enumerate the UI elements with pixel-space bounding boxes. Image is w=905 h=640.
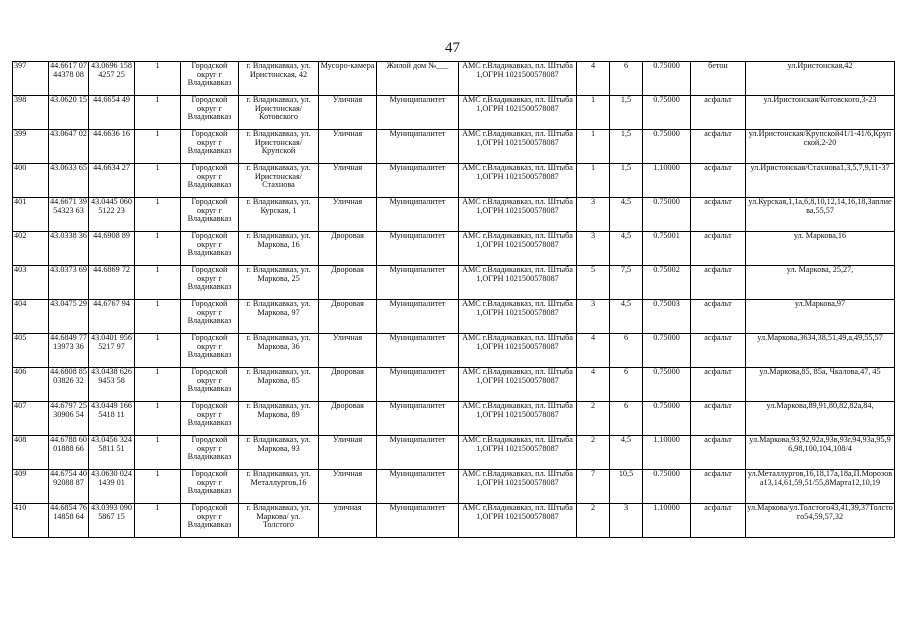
cell-containers: 1 <box>135 470 181 504</box>
cell-site-type: уличная <box>319 504 377 538</box>
cell-longitude: 44.6654 49 <box>89 96 135 130</box>
cell-longitude: 43.0630 0241439 01 <box>89 470 135 504</box>
cell-site-type: Дворовая <box>319 402 377 436</box>
cell-owner: Муниципалитет <box>377 130 459 164</box>
cell-longitude: 43.0449 1665418 11 <box>89 402 135 436</box>
cell-owner: Муниципалитет <box>377 470 459 504</box>
cell-containers: 1 <box>135 436 181 470</box>
cell-longitude: 43.0393 0905867 15 <box>89 504 135 538</box>
cell-address: г. Владикавказ, ул. Маркова/ ул. Толстого <box>239 504 319 538</box>
cell-district: Городской округ г Владикавказ <box>181 164 239 198</box>
register-table <box>12 61 895 538</box>
cell-container-count: 4 <box>577 334 610 368</box>
cell-row-number: 399 <box>13 130 49 164</box>
cell-served-objects: ул.Металлургов,16,18,17а,18а,П.Морозова13,14,61,59,51/55,8Марта12,10,19 <box>746 470 895 504</box>
cell-address: г. Владикавказ, ул. Иристонская/Котовского <box>239 96 319 130</box>
cell-area: 0.75000 <box>643 334 691 368</box>
cell-volume: 4,5 <box>610 232 643 266</box>
cell-served-objects: ул.Курская,1,1а,6,8,10,12,14,16,18,Заплиева,55,57 <box>746 198 895 232</box>
table-body <box>13 62 895 538</box>
cell-address: г. Владикавказ, ул. Курская, 1 <box>239 198 319 232</box>
cell-longitude: 43.0445 0605122 23 <box>89 198 135 232</box>
cell-operator: АМС г.Владикавказ, пл. Штыба 1,ОГРН 1021500578087 <box>459 96 577 130</box>
cell-volume: 1,5 <box>610 164 643 198</box>
cell-surface: асфальт <box>691 334 746 368</box>
cell-surface: асфальт <box>691 470 746 504</box>
cell-address: г. Владикавказ, ул. Маркова, 89 <box>239 402 319 436</box>
cell-latitude: 44.6754 4092088 87 <box>49 470 89 504</box>
cell-area: 0.75002 <box>643 266 691 300</box>
cell-container-count: 1 <box>577 164 610 198</box>
cell-area: 0.75000 <box>643 96 691 130</box>
cell-operator: АМС г.Владикавказ, пл. Штыба 1,ОГРН 1021500578087 <box>459 232 577 266</box>
cell-volume: 3 <box>610 504 643 538</box>
cell-owner: Муниципалитет <box>377 96 459 130</box>
cell-longitude: 44.6636 16 <box>89 130 135 164</box>
cell-site-type: Дворовая <box>319 232 377 266</box>
cell-owner: Муниципалитет <box>377 164 459 198</box>
cell-surface: асфальт <box>691 198 746 232</box>
table-row <box>13 436 895 470</box>
cell-containers: 1 <box>135 96 181 130</box>
cell-container-count: 3 <box>577 300 610 334</box>
cell-latitude: 43.0620 15 <box>49 96 89 130</box>
cell-district: Городской округ г Владикавказ <box>181 96 239 130</box>
cell-address: г. Владикавказ, ул. Металлургов,16 <box>239 470 319 504</box>
cell-latitude: 44.6671 3954323 63 <box>49 198 89 232</box>
cell-site-type: Дворовая <box>319 368 377 402</box>
cell-served-objects: ул.Маркова/ул.Толстого43,41,39,37Толстого54,59,57,32 <box>746 504 895 538</box>
table-row <box>13 232 895 266</box>
cell-container-count: 3 <box>577 198 610 232</box>
cell-owner: Муниципалитет <box>377 334 459 368</box>
cell-row-number: 408 <box>13 436 49 470</box>
cell-volume: 1,5 <box>610 96 643 130</box>
cell-volume: 4,5 <box>610 300 643 334</box>
cell-surface: бетон <box>691 62 746 96</box>
cell-containers: 1 <box>135 232 181 266</box>
cell-address: г. Владикавказ, ул. Маркова, 36 <box>239 334 319 368</box>
cell-district: Городской округ г Владикавказ <box>181 436 239 470</box>
cell-site-type: Уличная <box>319 334 377 368</box>
cell-operator: АМС г.Владикавказ, пл. Штыба 1,ОГРН 1021500578087 <box>459 436 577 470</box>
cell-site-type: Мусоро-камера <box>319 62 377 96</box>
table-row <box>13 266 895 300</box>
cell-district: Городской округ г Владикавказ <box>181 402 239 436</box>
cell-area: 0.75000 <box>643 402 691 436</box>
cell-volume: 6 <box>610 334 643 368</box>
cell-surface: асфальт <box>691 402 746 436</box>
cell-container-count: 4 <box>577 62 610 96</box>
cell-operator: АМС г.Владикавказ, пл. Штыба 1,ОГРН 1021500578087 <box>459 368 577 402</box>
cell-latitude: 44.6788 6001888 66 <box>49 436 89 470</box>
cell-latitude: 44.6617 0744378 08 <box>49 62 89 96</box>
cell-row-number: 398 <box>13 96 49 130</box>
cell-container-count: 4 <box>577 368 610 402</box>
cell-district: Городской округ г Владикавказ <box>181 504 239 538</box>
cell-served-objects: ул.Маркова,3634,38,51,49,а,49,55,57 <box>746 334 895 368</box>
cell-containers: 1 <box>135 334 181 368</box>
cell-volume: 6 <box>610 62 643 96</box>
cell-operator: АМС г.Владикавказ, пл. Штыба 1,ОГРН 1021500578087 <box>459 130 577 164</box>
cell-served-objects: ул.Маркова,93,92,92а,93в,93г,94,93а,95,96,98,100,104,108/4 <box>746 436 895 470</box>
cell-volume: 6 <box>610 368 643 402</box>
cell-row-number: 404 <box>13 300 49 334</box>
cell-owner: Муниципалитет <box>377 266 459 300</box>
cell-surface: асфальт <box>691 96 746 130</box>
cell-row-number: 401 <box>13 198 49 232</box>
cell-latitude: 43.0373 69 <box>49 266 89 300</box>
cell-served-objects: ул. Маркова,16 <box>746 232 895 266</box>
cell-site-type: Дворовая <box>319 266 377 300</box>
cell-area: 0.75003 <box>643 300 691 334</box>
cell-district: Городской округ г Владикавказ <box>181 198 239 232</box>
cell-latitude: 44.6849 7713973 36 <box>49 334 89 368</box>
cell-area: 1.10000 <box>643 504 691 538</box>
cell-longitude: 44.6869 72 <box>89 266 135 300</box>
cell-operator: АМС г.Владикавказ, пл. Штыба 1,ОГРН 1021500578087 <box>459 300 577 334</box>
cell-containers: 1 <box>135 130 181 164</box>
cell-served-objects: ул.Иристонская/Крупской41/1-41/6,Крупской,2-20 <box>746 130 895 164</box>
cell-surface: асфальт <box>691 504 746 538</box>
cell-served-objects: ул.Маркова,97 <box>746 300 895 334</box>
cell-site-type: Уличная <box>319 164 377 198</box>
page-number: 47 <box>445 40 460 56</box>
cell-address: г. Владикавказ, ул. Иристонская/Стахнова <box>239 164 319 198</box>
cell-volume: 7,5 <box>610 266 643 300</box>
cell-district: Городской округ г Владикавказ <box>181 130 239 164</box>
table-row <box>13 198 895 232</box>
cell-row-number: 400 <box>13 164 49 198</box>
table-row <box>13 62 895 96</box>
cell-surface: асфальт <box>691 266 746 300</box>
cell-district: Городской округ г Владикавказ <box>181 62 239 96</box>
cell-surface: асфальт <box>691 436 746 470</box>
cell-operator: АМС г.Владикавказ, пл. Штыба 1,ОГРН 1021500578087 <box>459 198 577 232</box>
cell-volume: 4,5 <box>610 198 643 232</box>
cell-longitude: 43.0401 9565217 97 <box>89 334 135 368</box>
cell-site-type: Уличная <box>319 96 377 130</box>
cell-surface: асфальт <box>691 232 746 266</box>
cell-area: 0.75000 <box>643 368 691 402</box>
table-row <box>13 504 895 538</box>
cell-operator: АМС г.Владикавказ, пл. Штыба 1,ОГРН 1021500578087 <box>459 402 577 436</box>
cell-operator: АМС г.Владикавказ, пл. Штыба 1,ОГРН 1021500578087 <box>459 266 577 300</box>
cell-container-count: 2 <box>577 504 610 538</box>
cell-longitude: 44.6767 94 <box>89 300 135 334</box>
cell-site-type: Уличная <box>319 198 377 232</box>
cell-area: 1.10000 <box>643 164 691 198</box>
cell-latitude: 44.6797 2530906 54 <box>49 402 89 436</box>
cell-row-number: 410 <box>13 504 49 538</box>
cell-district: Городской округ г Владикавказ <box>181 470 239 504</box>
cell-volume: 10,5 <box>610 470 643 504</box>
cell-owner: Муниципалитет <box>377 402 459 436</box>
table-row <box>13 96 895 130</box>
table-row <box>13 300 895 334</box>
cell-address: г. Владикавказ, ул. Иристонская/Крупской <box>239 130 319 164</box>
cell-operator: АМС г.Владикавказ, пл. Штыба 1,ОГРН 1021500578087 <box>459 504 577 538</box>
cell-row-number: 403 <box>13 266 49 300</box>
cell-owner: Муниципалитет <box>377 504 459 538</box>
cell-latitude: 44.6854 7614858 64 <box>49 504 89 538</box>
cell-row-number: 407 <box>13 402 49 436</box>
cell-longitude: 44.6634 27 <box>89 164 135 198</box>
cell-volume: 4,5 <box>610 436 643 470</box>
table-row <box>13 164 895 198</box>
cell-container-count: 5 <box>577 266 610 300</box>
cell-operator: АМС г.Владикавказ, пл. Штыба 1,ОГРН 1021500578087 <box>459 62 577 96</box>
cell-owner: Муниципалитет <box>377 198 459 232</box>
cell-address: г. Владикавказ, ул. Маркова, 85 <box>239 368 319 402</box>
cell-surface: асфальт <box>691 164 746 198</box>
cell-served-objects: ул.Иристонская/Стахнова1,3,5,7,9,11-37 <box>746 164 895 198</box>
cell-surface: асфальт <box>691 300 746 334</box>
cell-site-type: Уличная <box>319 436 377 470</box>
cell-served-objects: ул.Маркова,89,91,80,82,82а,84, <box>746 402 895 436</box>
cell-containers: 1 <box>135 300 181 334</box>
cell-district: Городской округ г Владикавказ <box>181 334 239 368</box>
cell-containers: 1 <box>135 266 181 300</box>
table-row <box>13 402 895 436</box>
cell-container-count: 2 <box>577 436 610 470</box>
cell-longitude: 43.0438 6269453 58 <box>89 368 135 402</box>
cell-site-type: Дворовая <box>319 300 377 334</box>
cell-container-count: 3 <box>577 232 610 266</box>
cell-site-type: Уличная <box>319 470 377 504</box>
cell-row-number: 402 <box>13 232 49 266</box>
cell-area: 0.75000 <box>643 470 691 504</box>
cell-row-number: 405 <box>13 334 49 368</box>
cell-owner: Муниципалитет <box>377 368 459 402</box>
cell-containers: 1 <box>135 368 181 402</box>
cell-site-type: Уличная <box>319 130 377 164</box>
table-row <box>13 368 895 402</box>
cell-containers: 1 <box>135 164 181 198</box>
cell-volume: 1,5 <box>610 130 643 164</box>
table-row <box>13 470 895 504</box>
cell-address: г. Владикавказ, ул. Маркова, 16 <box>239 232 319 266</box>
cell-area: 1.10000 <box>643 436 691 470</box>
cell-row-number: 409 <box>13 470 49 504</box>
cell-latitude: 43.0647 02 <box>49 130 89 164</box>
cell-district: Городской округ г Владикавказ <box>181 232 239 266</box>
cell-latitude: 44.6808 8503826 32 <box>49 368 89 402</box>
cell-containers: 1 <box>135 198 181 232</box>
cell-containers: 1 <box>135 62 181 96</box>
cell-volume: 6 <box>610 402 643 436</box>
cell-served-objects: ул.Иристонская/Котовского,3-23 <box>746 96 895 130</box>
cell-district: Городской округ г Владикавказ <box>181 368 239 402</box>
cell-surface: асфальт <box>691 368 746 402</box>
cell-operator: АМС г.Владикавказ, пл. Штыба 1,ОГРН 1021500578087 <box>459 334 577 368</box>
cell-longitude: 43.0456 3245811 51 <box>89 436 135 470</box>
cell-served-objects: ул. Маркова, 25,27, <box>746 266 895 300</box>
cell-served-objects: ул.Иристонская,42 <box>746 62 895 96</box>
cell-surface: асфальт <box>691 130 746 164</box>
cell-area: 0.75000 <box>643 198 691 232</box>
cell-container-count: 7 <box>577 470 610 504</box>
cell-container-count: 2 <box>577 402 610 436</box>
cell-containers: 1 <box>135 402 181 436</box>
cell-containers: 1 <box>135 504 181 538</box>
cell-owner: Муниципалитет <box>377 232 459 266</box>
cell-served-objects: ул.Маркова,85, 85а, Чкалова,47, 45 <box>746 368 895 402</box>
cell-container-count: 1 <box>577 130 610 164</box>
cell-operator: АМС г.Владикавказ, пл. Штыба 1,ОГРН 1021500578087 <box>459 470 577 504</box>
cell-address: г. Владикавказ, ул. Маркова, 25 <box>239 266 319 300</box>
cell-area: 0.75000 <box>643 130 691 164</box>
cell-longitude: 44.6908 89 <box>89 232 135 266</box>
cell-area: 0.75001 <box>643 232 691 266</box>
cell-owner: Муниципалитет <box>377 300 459 334</box>
cell-latitude: 43.0633 65 <box>49 164 89 198</box>
cell-operator: АМС г.Владикавказ, пл. Штыба 1,ОГРН 1021500578087 <box>459 164 577 198</box>
cell-latitude: 43.0338 36 <box>49 232 89 266</box>
cell-area: 0.75000 <box>643 62 691 96</box>
cell-district: Городской округ г Владикавказ <box>181 266 239 300</box>
cell-latitude: 43.0475 29 <box>49 300 89 334</box>
cell-owner: Жилой дом №___ <box>377 62 459 96</box>
cell-address: г. Владикавказ, ул. Маркова, 93 <box>239 436 319 470</box>
cell-row-number: 397 <box>13 62 49 96</box>
cell-row-number: 406 <box>13 368 49 402</box>
cell-address: г. Владикавказ, ул. Иристонская, 42 <box>239 62 319 96</box>
cell-longitude: 43.0696 1584257 25 <box>89 62 135 96</box>
table-row <box>13 334 895 368</box>
cell-address: г. Владикавказ, ул. Маркова, 97 <box>239 300 319 334</box>
cell-district: Городской округ г Владикавказ <box>181 300 239 334</box>
cell-container-count: 1 <box>577 96 610 130</box>
cell-owner: Муниципалитет <box>377 436 459 470</box>
table-row <box>13 130 895 164</box>
